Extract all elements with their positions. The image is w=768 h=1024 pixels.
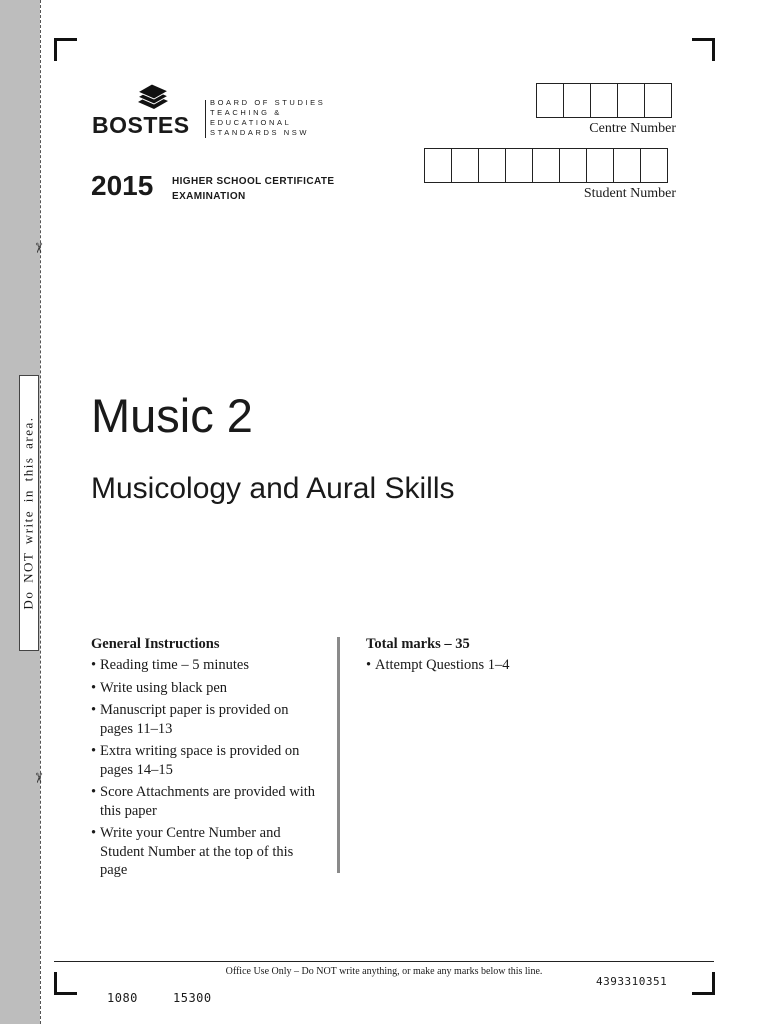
instruction-item: • Manuscript paper is provided on pages 11–13 [91, 701, 321, 738]
crop-mark-top-right [692, 38, 715, 61]
instructions-list [91, 656, 321, 880]
digit-box[interactable] [536, 83, 564, 118]
exam-title-line: EXAMINATION [172, 191, 246, 202]
digit-box[interactable] [532, 148, 560, 183]
scissors-icon: ✂ [29, 242, 46, 254]
digit-box[interactable] [478, 148, 506, 183]
marks-heading: Total marks – 35 [366, 636, 470, 652]
exam-code: 15300 [173, 991, 212, 1005]
board-line: STANDARDS NSW [210, 128, 310, 137]
exam-title-line: HIGHER SCHOOL CERTIFICATE [172, 176, 335, 187]
marks-item: • Attempt Questions 1–4 [366, 656, 666, 675]
exam-title [172, 174, 334, 204]
digit-box[interactable] [617, 83, 645, 118]
digit-box[interactable] [451, 148, 479, 183]
instructions-heading: General Instructions [91, 636, 220, 652]
board-name [210, 98, 325, 138]
scissors-icon: ✂ [29, 772, 46, 784]
exam-year: 2015 [91, 170, 154, 201]
digit-box[interactable] [559, 148, 587, 183]
instruction-item: • Reading time – 5 minutes [91, 656, 321, 675]
digit-box[interactable] [563, 83, 591, 118]
office-use-note: Office Use Only – Do NOT write anything, or make any marks below this line. [225, 966, 543, 977]
board-line: BOARD OF STUDIES [210, 98, 326, 107]
centre-number-boxes[interactable] [537, 83, 672, 118]
centre-number-label: Centre Number [589, 121, 676, 136]
logo-wordmark: BOSTES [92, 112, 190, 138]
subject-subtitle: Musicology and Aural Skills [91, 472, 455, 505]
crop-mark-top-left [54, 38, 77, 61]
logo-separator [205, 100, 206, 138]
marks-list [366, 656, 666, 675]
subject-title: Music 2 [91, 389, 253, 442]
exam-code: 1080 [107, 991, 138, 1005]
student-number-boxes[interactable] [425, 148, 668, 183]
barcode-number: 4393310351 [596, 975, 668, 988]
instruction-item: • Write your Centre Number and Student Number at the top of this page [91, 824, 321, 880]
office-use-line [54, 961, 714, 962]
cut-line [40, 0, 41, 1024]
instruction-item: • Extra writing space is provided on pages 14–15 [91, 742, 321, 779]
digit-box[interactable] [640, 148, 668, 183]
digit-box[interactable] [505, 148, 533, 183]
instruction-item: • Write using black pen [91, 679, 321, 698]
general-instructions [91, 636, 321, 884]
board-line: EDUCATIONAL [210, 118, 292, 127]
digit-box[interactable] [613, 148, 641, 183]
digit-box[interactable] [644, 83, 672, 118]
column-divider [337, 637, 340, 873]
total-marks [366, 636, 666, 679]
digit-box[interactable] [586, 148, 614, 183]
student-number-label: Student Number [583, 186, 676, 201]
board-line: TEACHING & [210, 108, 282, 117]
instruction-item: • Score Attachments are provided with this paper [91, 783, 321, 820]
digit-box[interactable] [590, 83, 618, 118]
digit-box[interactable] [424, 148, 452, 183]
do-not-write-box [19, 375, 39, 651]
do-not-write-text: Do NOT write in this area. [21, 416, 36, 610]
book-stack-icon [134, 82, 170, 110]
